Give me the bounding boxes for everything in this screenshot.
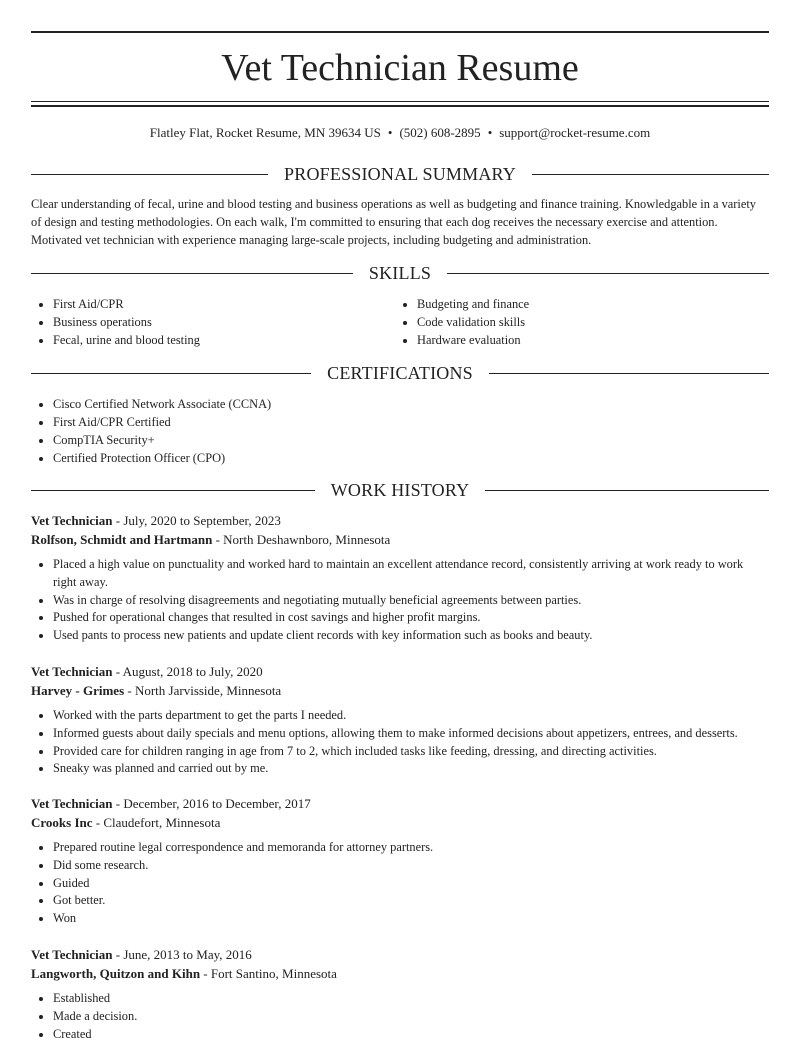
job-entry — [31, 945, 769, 1043]
job-dates: - August, 2018 to July, 2020 — [112, 664, 263, 679]
skill-item: • Fecal, urine and blood testing — [53, 331, 393, 349]
job-company: Rolfson, Schmidt and Hartmann — [31, 532, 213, 547]
job-bullet: • Was in charge of resolving disagreements and negotiating mutually beneficial agreements between parties. — [53, 592, 769, 610]
job-bullet: • Won — [53, 910, 769, 928]
certifications-list — [31, 395, 753, 467]
job-bullet: • Sneaky was planned and carried out by me. — [53, 760, 769, 778]
heading-rule-left — [31, 174, 268, 175]
contact-phone: (502) 608-2895 — [399, 125, 481, 140]
job-bullet: • Placed a high value on punctuality and worked hard to maintain an excellent attendance record, consistently arriving at work ready to work right away. — [53, 556, 769, 592]
contact-separator: • — [487, 125, 493, 140]
job-entry — [31, 511, 769, 645]
skill-item: • First Aid/CPR — [53, 295, 393, 313]
job-company: Harvey - Grimes — [31, 683, 125, 698]
job-company: Langworth, Quitzon and Kihn — [31, 966, 201, 981]
job-dates: - December, 2016 to December, 2017 — [112, 796, 311, 811]
job-dates: - June, 2013 to May, 2016 — [112, 947, 252, 962]
job-bullets — [31, 707, 769, 778]
job-title: Vet Technician — [31, 796, 113, 811]
certification-item: • Certified Protection Officer (CPO) — [53, 449, 753, 467]
certifications-heading-title: CERTIFICATIONS — [327, 362, 473, 383]
heading-rule-left — [31, 273, 353, 274]
job-location: - Claudefort, Minnesota — [92, 815, 221, 830]
heading-rule-right — [532, 174, 769, 175]
job-title: Vet Technician — [31, 513, 113, 528]
job-bullet: • Made a decision. — [53, 1008, 769, 1026]
resume-title: Vet Technician Resume — [221, 47, 579, 89]
job-bullet: • Provided care for children ranging in age from 7 to 2, which included tasks like feeding, dressing, and directing activities. — [53, 743, 769, 761]
job-entry — [31, 794, 769, 928]
job-location: - North Deshawnboro, Minnesota — [212, 532, 391, 547]
certifications-heading — [31, 361, 769, 385]
double-rule — [31, 101, 769, 107]
job-bullet: • Got better. — [53, 892, 769, 910]
job-company-line — [31, 813, 769, 832]
job-bullet: • Worked with the parts department to get the parts I needed. — [53, 707, 769, 725]
job-title-line — [31, 794, 769, 813]
heading-rule-left — [31, 490, 315, 491]
job-title: Vet Technician — [31, 664, 113, 679]
skill-item: • Budgeting and finance — [417, 295, 757, 313]
skills-list-left — [31, 295, 393, 349]
skill-item: • Business operations — [53, 313, 393, 331]
job-title-line — [31, 662, 769, 681]
job-title: Vet Technician — [31, 947, 113, 962]
job-company-line — [31, 681, 769, 700]
skills-list-right — [395, 295, 757, 349]
contact-line — [31, 124, 769, 142]
certification-item: • First Aid/CPR Certified — [53, 413, 753, 431]
contact-email: support@rocket-resume.com — [499, 125, 651, 140]
job-company-line — [31, 964, 769, 983]
job-bullets — [31, 839, 769, 928]
job-bullet: • Guided — [53, 875, 769, 893]
job-company: Crooks Inc — [31, 815, 93, 830]
job-bullet: • Informed guests about daily specials and menu options, allowing them to make informed decisions about appetizers, entrees, and desserts. — [53, 725, 769, 743]
skills-heading-title: SKILLS — [368, 262, 432, 283]
work-history-heading — [31, 478, 769, 502]
job-bullet: • Prepared routine legal correspondence and memoranda for attorney partners. — [53, 839, 769, 857]
job-location: - North Jarvisside, Minnesota — [124, 683, 282, 698]
heading-rule-right — [485, 490, 769, 491]
top-rule — [31, 31, 769, 33]
certification-item: • Cisco Certified Network Associate (CCNA) — [53, 395, 753, 413]
job-title-line — [31, 511, 769, 530]
heading-rule-left — [31, 373, 311, 374]
skills-heading — [31, 261, 769, 285]
heading-rule-right — [489, 373, 769, 374]
heading-rule-right — [447, 273, 769, 274]
job-title-line — [31, 945, 769, 964]
job-bullet: • Established — [53, 990, 769, 1008]
summary-heading — [31, 162, 769, 186]
job-bullet: • Pushed for operational changes that resulted in cost savings and higher profit margins. — [53, 609, 769, 627]
summary-text: Clear understanding of fecal, urine and blood testing and business operations as well as budgeting and finance training. Knowledgable in a variety of design and testing methodologies. On each walk, I'm committed to ensuring that each dog receives the necessary exercise and attention. Motivated vet technician with experience managing large-scale projects, including budgeting and administration. — [31, 197, 756, 247]
job-bullets — [31, 556, 769, 645]
job-bullets — [31, 990, 769, 1043]
job-entry — [31, 662, 769, 778]
skill-item: • Code validation skills — [417, 313, 757, 331]
work-history-heading-title: WORK HISTORY — [330, 479, 470, 500]
skill-item: • Hardware evaluation — [417, 331, 757, 349]
job-company-line — [31, 530, 769, 549]
job-bullet: • Did some research. — [53, 857, 769, 875]
job-location: - Fort Santino, Minnesota — [200, 966, 337, 981]
contact-address: Flatley Flat, Rocket Resume, MN 39634 US — [149, 125, 381, 140]
job-dates: - July, 2020 to September, 2023 — [112, 513, 281, 528]
contact-separator: • — [387, 125, 393, 140]
job-bullet: • Used pants to process new patients and update client records with key information such as books and beauty. — [53, 627, 769, 645]
summary-heading-title: PROFESSIONAL SUMMARY — [284, 163, 516, 184]
job-bullet: • Created — [53, 1026, 769, 1043]
certification-item: • CompTIA Security+ — [53, 431, 753, 449]
